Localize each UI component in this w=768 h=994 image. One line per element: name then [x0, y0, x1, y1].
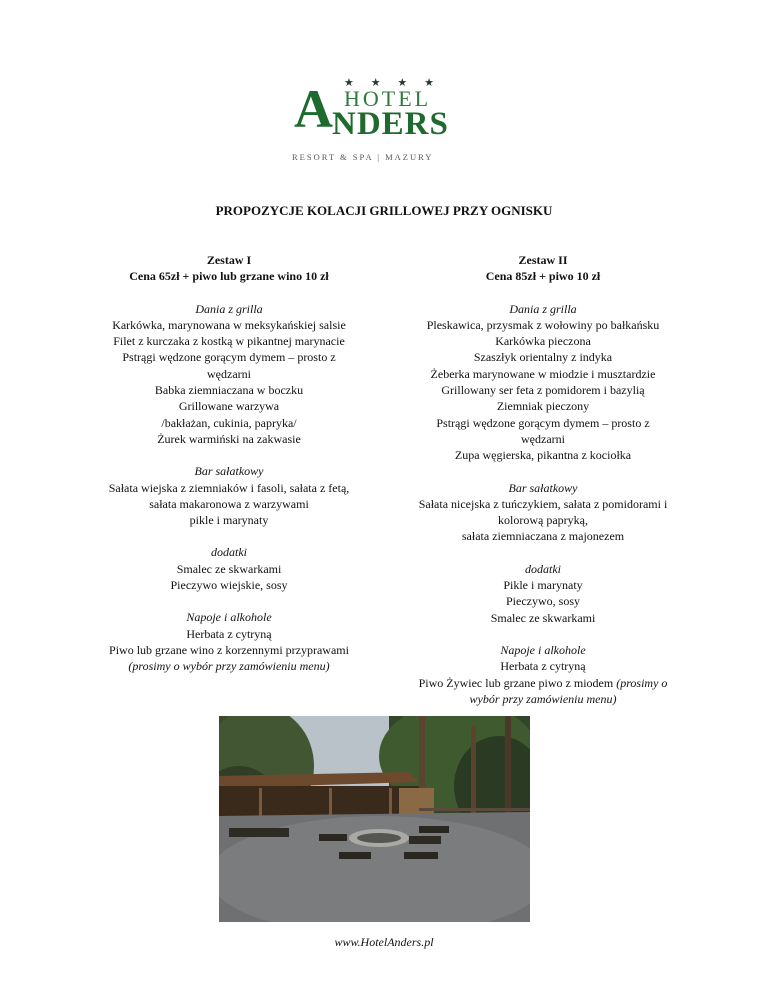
menu-item: pikle i marynaty — [189, 513, 269, 528]
menu-item-with-note — [398, 675, 688, 691]
menu-item: Herbata z cytryną — [186, 626, 272, 641]
star-icon: ★ — [424, 77, 434, 89]
logo-hotel-word: HOTEL — [344, 86, 432, 111]
menu-item: Smalec ze skwarkami — [490, 610, 596, 625]
set-name: Zestaw II — [518, 253, 568, 267]
set-name: Zestaw I — [206, 253, 252, 267]
menu-item: kolorową papryką, — [498, 513, 588, 528]
fire-pit-photo — [219, 716, 530, 922]
menu-set-2 — [398, 252, 688, 707]
section-title-drinks: Napoje i alkohole — [186, 610, 272, 625]
website-url: www.HotelAnders.pl — [334, 935, 434, 949]
menu-item: Pikle i marynaty — [503, 578, 583, 593]
menu-item: Zupa węgierska, pikantna z kociołka — [454, 448, 632, 463]
star-icon: ★ — [344, 77, 354, 89]
set-price: Cena 65zł + piwo lub grzane wino 10 zł — [129, 269, 329, 284]
menu-item: /bakłażan, cukinia, papryka/ — [161, 415, 297, 430]
menu-item: Herbata z cytryną — [500, 659, 586, 674]
section-title-grill: Dania z grilla — [509, 301, 577, 316]
menu-item: Grillowane warzywa — [178, 399, 280, 414]
page-title: PROPOZYCJE KOLACJI GRILLOWEJ PRZY OGNISKU — [215, 203, 553, 218]
menu-item: wędzarni — [207, 366, 251, 381]
menu-item: Pieczywo, sosy — [506, 594, 580, 609]
menu-item: sałata ziemniaczana z majonezem — [461, 529, 625, 544]
menu-item: Pstrągi wędzone gorącym dymem – prosto z — [122, 350, 336, 365]
menu-item: Smalec ze skwarkami — [176, 561, 282, 576]
menu-item: Karkówka pieczona — [495, 334, 591, 349]
star-icon: ★ — [370, 77, 381, 89]
menu-item: Piwo lub grzane wino z korzennymi przyprawami — [109, 642, 349, 657]
menu-item: Pleskawica, przysmak z wołowiny po bałkańsku — [426, 317, 660, 332]
order-note: (prosimy o wybór przy zamówieniu menu) — [128, 659, 330, 674]
menu-set-1 — [90, 252, 368, 675]
menu-item: Żeberka marynowane w miodzie i musztardzie — [430, 366, 656, 381]
hotel-logo — [290, 78, 480, 168]
menu-item-text: Piwo Żywiec lub grzane piwo z miodem — [418, 675, 617, 690]
section-title-salad: Bar sałatkowy — [508, 480, 578, 495]
menu-item: Pstrągi wędzone gorącym dymem – prosto z — [436, 415, 650, 430]
menu-item: Sałata wiejska z ziemniaków i fasoli, sałata z fetą, — [108, 480, 350, 495]
menu-item: Filet z kurczaka z kostką w pikantnej marynacie — [113, 334, 345, 349]
section-title-salad: Bar sałatkowy — [194, 464, 264, 479]
star-icon: ★ — [397, 77, 408, 89]
menu-item: sałata makaronowa z warzywami — [149, 496, 309, 511]
logo-anders-word: NDERS — [332, 106, 449, 142]
menu-item: Karkówka, marynowana w meksykańskiej salsie — [112, 317, 346, 332]
menu-item: Ziemniak pieczony — [496, 399, 590, 414]
menu-item: wędzarni — [521, 431, 565, 446]
menu-item: Grillowany ser feta z pomidorem i bazylią — [441, 383, 645, 398]
section-title-extras: dodatki — [525, 561, 561, 576]
menu-item: Żurek warmiński na zakwasie — [157, 431, 301, 446]
set-price: Cena 85zł + piwo 10 zł — [485, 269, 601, 284]
menu-item: Szaszłyk orientalny z indyka — [473, 350, 613, 365]
menu-item: Sałata nicejska z tuńczykiem, sałata z pomidorami i — [418, 496, 668, 511]
logo-tagline: RESORT & SPA | MAZURY — [292, 152, 434, 162]
menu-item: Babka ziemniaczana w boczku — [154, 383, 304, 398]
order-note-continued: wybór przy zamówieniu menu) — [469, 691, 617, 706]
section-title-grill: Dania z grilla — [195, 301, 263, 316]
section-title-drinks: Napoje i alkohole — [500, 642, 586, 657]
section-title-extras: dodatki — [211, 545, 247, 560]
logo-letter-a: A — [294, 79, 333, 139]
menu-item: Pieczywo wiejskie, sosy — [170, 578, 288, 593]
order-note: (prosimy o — [616, 675, 668, 690]
